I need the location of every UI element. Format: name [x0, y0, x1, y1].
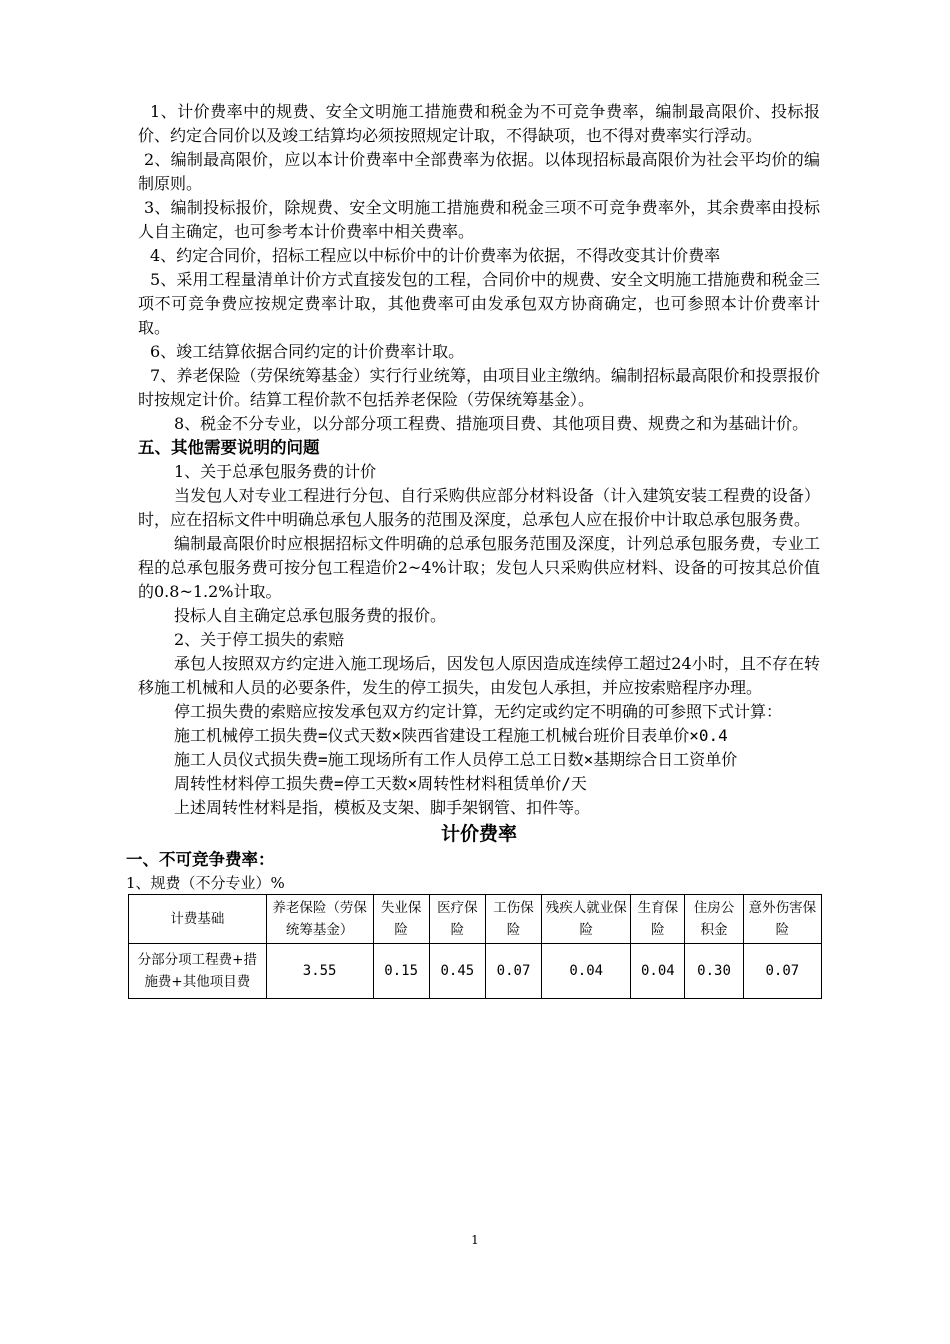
table-row	[129, 944, 822, 999]
paragraph-3: 3、编制投标报价，除规费、安全文明施工措施费和税金三项不可竞争费率外，其余费率由投标人自主确定，也可参考本计价费率中相关费率。	[138, 198, 820, 241]
row-cell: 0.45	[429, 944, 485, 999]
paragraph-contract-fee-1: 当发包人对专业工程进行分包、自行采购供应部分材料设备（计入建筑安装工程费的设备）时，应在招标文件中明确总承包人服务的范围及深度，总承包人应在报价中计取总承包服务费。	[138, 486, 820, 529]
table-header-row	[129, 895, 822, 944]
row-cell: 0.07	[485, 944, 541, 999]
header-cell: 医疗保险	[429, 895, 485, 944]
subheading-general-contract-fee: 1、关于总承包服务费的计价	[174, 462, 377, 481]
header-cell: 住房公积金	[685, 895, 743, 944]
header-cell: 意外伤害保险	[743, 895, 821, 944]
paragraph-4: 4、约定合同价，招标工程应以中标价中的计价费率为依据，不得改变其计价费率	[150, 246, 721, 265]
page-content	[126, 100, 820, 999]
paragraph-contract-fee-2: 编制最高限价时应根据招标文件明确的总承包服务范围及深度，计列总承包服务费，专业工程的总承包服务费可按分包工程造价2~4%计取；发包人只采购供应材料、设备的可按其总价值的0.8~1.2%计取。	[138, 534, 820, 601]
header-cell: 计费基础	[129, 895, 267, 944]
row-cell: 0.30	[685, 944, 743, 999]
subheading-stoppage-claim: 2、关于停工损失的索赔	[174, 630, 345, 649]
paragraph-6: 6、竣工结算依据合同约定的计价费率计取。	[150, 342, 465, 361]
row-cell: 0.04	[631, 944, 685, 999]
paragraph-7: 7、养老保险（劳保统筹基金）实行行业统筹，由项目业主缴纳。编制招标最高限价和投票报价时按规定计价。结算工程价款不包括养老保险（劳保统筹基金）。	[138, 366, 820, 409]
paragraph-8: 8、税金不分专业，以分部分项工程费、措施项目费、其他项目费、规费之和为基础计价。	[174, 414, 809, 433]
header-cell: 工伤保险	[485, 895, 541, 944]
paragraph-5: 5、采用工程量清单计价方式直接发包的工程，合同价中的规费、安全文明施工措施费和税金三项不可竞争费应按规定费率计取，其他费率可由发承包双方协商确定，也可参照本计价费率计取。	[138, 270, 820, 337]
row-cell: 分部分项工程费+措施费+其他项目费	[129, 944, 267, 999]
header-cell: 养老保险（劳保统筹基金）	[266, 895, 373, 944]
row-cell: 3.55	[266, 944, 373, 999]
paragraph-stoppage-2: 停工损失费的索赔应按发承包双方约定计算，无约定或约定不明确的可参照下式计算：	[174, 702, 783, 721]
formula-machinery: 施工机械停工损失费=仪式天数×陕西省建设工程施工机械台班价目表单价×0.4	[174, 726, 728, 745]
formula-materials: 周转性材料停工损失费=停工天数×周转性材料租赁单价/天	[174, 774, 587, 793]
row-cell: 0.04	[542, 944, 631, 999]
formula-personnel: 施工人员仪式损失费=施工现场所有工作人员停工总工日数×基期综合日工资单价	[174, 750, 738, 769]
formula-note: 上述周转性材料是指，模板及支架、脚手架钢管、扣件等。	[174, 798, 591, 817]
section-5-heading: 五、其他需要说明的问题	[138, 438, 320, 457]
paragraph-stoppage-1: 承包人按照双方约定进入施工现场后，因发包人原因造成连续停工超过24小时，且不存在转移施工机械和人员的必要条件，发生的停工损失，由发包人承担，并应按索赔程序办理。	[138, 654, 820, 697]
paragraph-2: 2、编制最高限价，应以本计价费率中全部费率为依据。以体现招标最高限价为社会平均价的编制原则。	[138, 150, 820, 193]
table-caption: 1、规费（不分专业）%	[126, 874, 285, 892]
section-1-heading: 一、不可竞争费率：	[126, 850, 275, 869]
row-cell: 0.15	[373, 944, 429, 999]
header-cell: 生育保险	[631, 895, 685, 944]
header-cell: 失业保险	[373, 895, 429, 944]
paragraph-1: 1、计价费率中的规费、安全文明施工措施费和税金为不可竞争费率，编制最高限价、投标报价、约定合同价以及竣工结算均必须按照规定计取，不得缺项，也不得对费率实行浮动。	[138, 102, 820, 145]
row-cell: 0.07	[743, 944, 821, 999]
header-cell: 残疾人就业保险	[542, 895, 631, 944]
fee-rate-title: 计价费率	[440, 823, 517, 845]
paragraph-contract-fee-3: 投标人自主确定总承包服务费的报价。	[174, 606, 447, 625]
fee-rate-table	[128, 894, 822, 999]
page-number: 1	[471, 1233, 479, 1247]
